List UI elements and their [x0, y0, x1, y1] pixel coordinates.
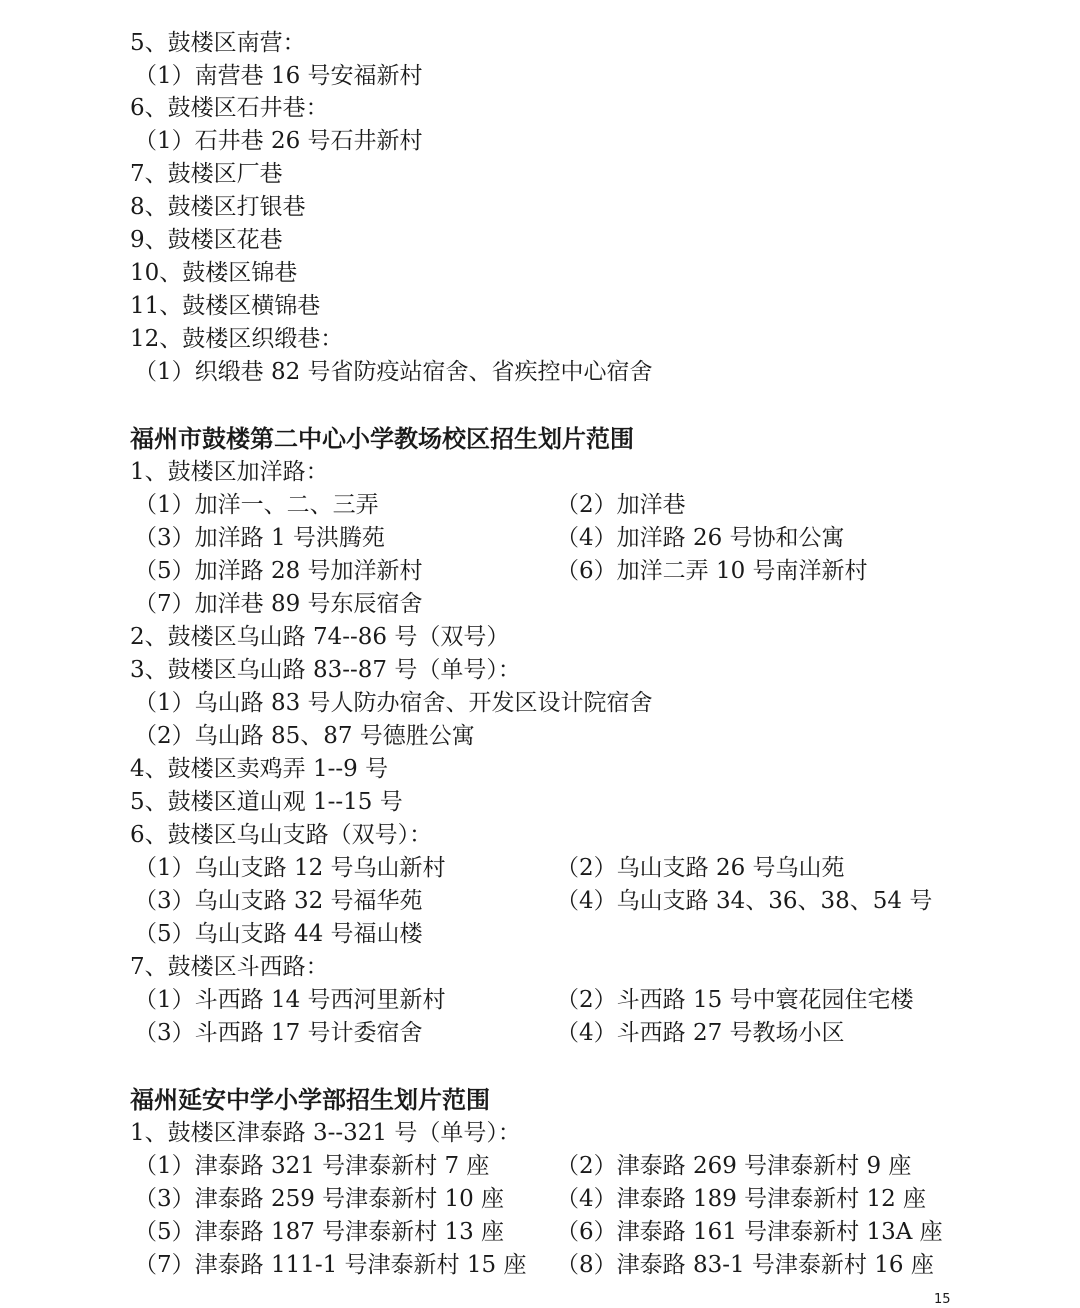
sub-item: （1）乌山支路 12 号乌山新村	[134, 855, 446, 881]
list-item: 2、鼓楼区乌山路 74--86 号（双号）	[130, 624, 510, 650]
sub-item: （2）津泰路 269 号津泰新村 9 座	[556, 1153, 912, 1179]
list-item: 9、鼓楼区花巷	[130, 227, 283, 253]
sub-item: （7）津泰路 111-1 号津泰新村 15 座	[134, 1252, 527, 1278]
sub-item: （1）加洋一、二、三弄	[134, 492, 379, 518]
sub-item: （7）加洋巷 89 号东辰宿舍	[134, 591, 423, 617]
sub-item: （3）斗西路 17 号计委宿舍	[134, 1020, 423, 1046]
list-item: 11、鼓楼区横锦巷	[130, 293, 321, 319]
section-heading: 福州市鼓楼第二中心小学教场校区招生划片范围	[130, 425, 634, 453]
sub-item: （6）津泰路 161 号津泰新村 13A 座	[556, 1219, 943, 1245]
sub-item: （2）乌山路 85、87 号德胜公寓	[134, 723, 475, 749]
sub-item: （5）乌山支路 44 号福山楼	[134, 921, 423, 947]
list-item: 1、鼓楼区津泰路 3--321 号（单号）：	[130, 1120, 521, 1146]
list-item: 1、鼓楼区加洋路：	[130, 459, 329, 485]
list-item: 7、鼓楼区厂巷	[130, 161, 283, 187]
list-item: 5、鼓楼区南营：	[130, 30, 306, 56]
page-number: 15	[934, 1292, 951, 1307]
sub-item: （2）加洋巷	[556, 492, 686, 518]
sub-item: （1）津泰路 321 号津泰新村 7 座	[134, 1153, 490, 1179]
list-item: 8、鼓楼区打银巷	[130, 194, 306, 220]
sub-item: （3）加洋路 1 号洪腾苑	[134, 525, 385, 551]
sub-item: （2）斗西路 15 号中寰花园住宅楼	[556, 987, 914, 1013]
sub-item: （4）斗西路 27 号教场小区	[556, 1020, 845, 1046]
sub-item: （1）织缎巷 82 号省防疫站宿舍、省疾控中心宿舍	[134, 359, 653, 385]
list-item: 6、鼓楼区石井巷：	[130, 95, 329, 121]
sub-item: （1）石井巷 26 号石井新村	[134, 128, 423, 154]
list-item: 10、鼓楼区锦巷	[130, 260, 298, 286]
sub-item: （3）津泰路 259 号津泰新村 10 座	[134, 1186, 505, 1212]
list-item: 4、鼓楼区卖鸡弄 1--9 号	[130, 756, 389, 782]
section-heading: 福州延安中学小学部招生划片范围	[130, 1086, 490, 1114]
sub-item: （1）斗西路 14 号西河里新村	[134, 987, 446, 1013]
sub-item: （2）乌山支路 26 号乌山苑	[556, 855, 845, 881]
sub-item: （4）津泰路 189 号津泰新村 12 座	[556, 1186, 927, 1212]
sub-item: （1）南营巷 16 号安福新村	[134, 63, 423, 89]
sub-item: （6）加洋二弄 10 号南洋新村	[556, 558, 868, 584]
list-item: 5、鼓楼区道山观 1--15 号	[130, 789, 403, 815]
list-item: 7、鼓楼区斗西路：	[130, 954, 329, 980]
list-item: 6、鼓楼区乌山支路（双号）：	[130, 822, 433, 848]
sub-item: （4）加洋路 26 号协和公寓	[556, 525, 845, 551]
sub-item: （5）加洋路 28 号加洋新村	[134, 558, 423, 584]
sub-item: （1）乌山路 83 号人防办宿舍、开发区设计院宿舍	[134, 690, 653, 716]
list-item: 12、鼓楼区织缎巷：	[130, 326, 344, 352]
sub-item: （3）乌山支路 32 号福华苑	[134, 888, 423, 914]
sub-item: （5）津泰路 187 号津泰新村 13 座	[134, 1219, 505, 1245]
sub-item: （8）津泰路 83-1 号津泰新村 16 座	[556, 1252, 934, 1278]
list-item: 3、鼓楼区乌山路 83--87 号（单号）：	[130, 657, 521, 683]
sub-item: （4）乌山支路 34、36、38、54 号	[556, 888, 933, 914]
